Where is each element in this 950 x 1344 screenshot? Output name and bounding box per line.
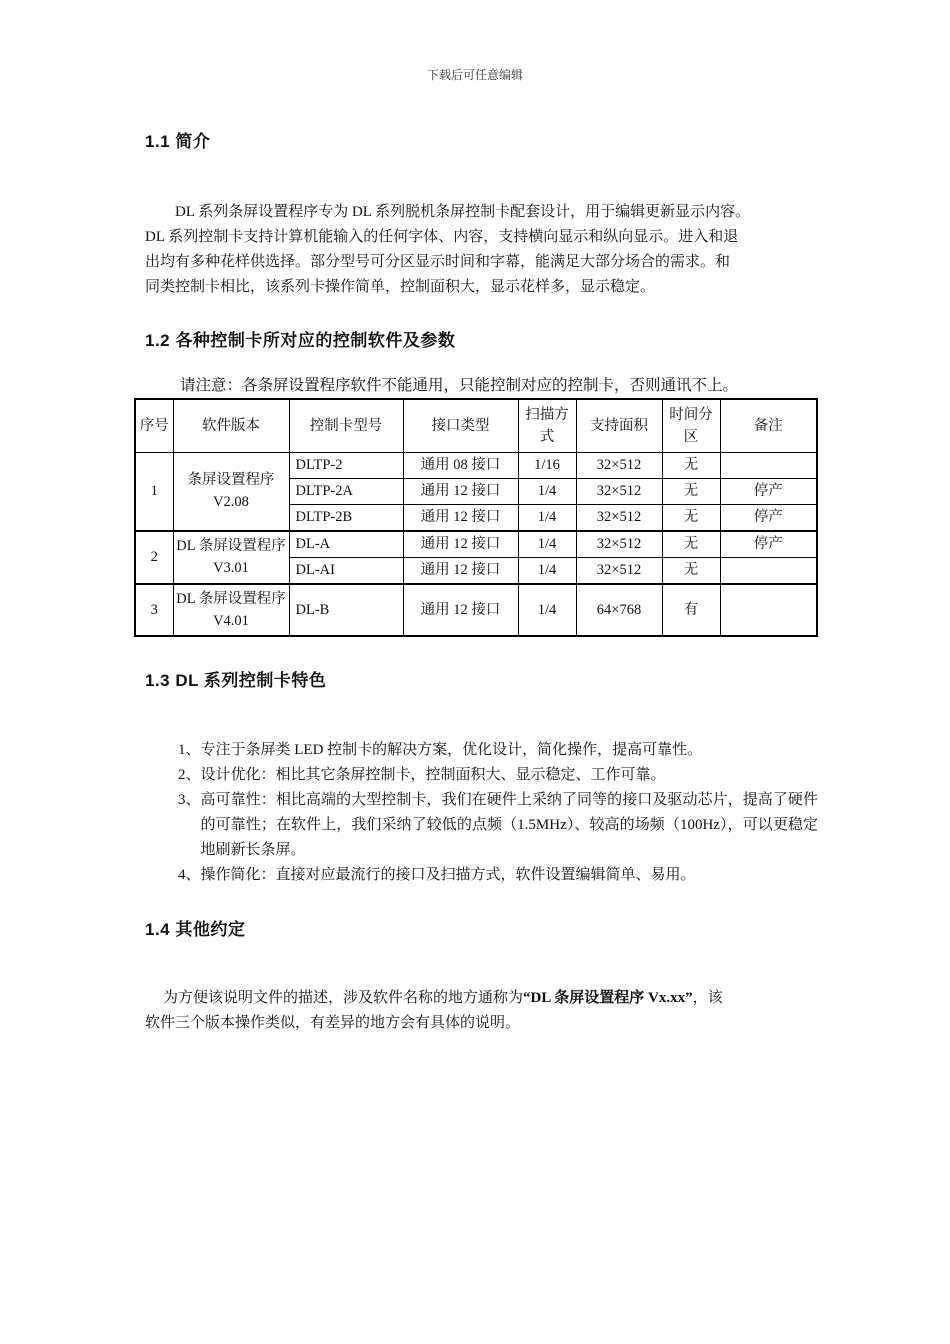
area-cell: 32×512 <box>576 531 662 558</box>
item-text: 操作简化：直接对应最流行的接口及扫描方式，软件设置编辑简单、易用。 <box>200 867 696 883</box>
zone-cell: 无 <box>662 504 720 531</box>
item-text: 高可靠性：相比高端的大型控制卡，我们在硬件上采纳了同等的接口及驱动芯片，提高了硬件的可靠性；在软件上，我们采纳了较低的点频（1.5MHz）、较高的场频（100Hz），可以更稳定地刷新长条屏。 <box>200 792 818 858</box>
header-cell: 备注 <box>720 399 817 453</box>
intro-line-1: DL 系列条屏设置程序专为 DL 系列脱机条屏控制卡配套设计，用于编辑更新显示内容。 <box>175 204 751 220</box>
table-row <box>135 453 817 479</box>
conventions-text-after: ，该 <box>692 990 723 1006</box>
model-cell: DLTP-2 <box>289 453 403 479</box>
item-text: 专注于条屏类 LED 控制卡的解决方案，优化设计，简化操作，提高可靠性。 <box>200 742 703 758</box>
interface-cell: 通用 12 接口 <box>403 531 518 558</box>
item-number: 4、 <box>178 867 201 883</box>
interface-cell: 通用 12 接口 <box>403 504 518 531</box>
remark-cell: 停产 <box>720 504 817 531</box>
zone-cell: 有 <box>662 584 720 636</box>
scan-cell: 1/4 <box>518 504 576 531</box>
feature-list <box>178 738 818 888</box>
seq-cell: 1 <box>135 453 173 531</box>
software-cell: 条屏设置程序 V2.08 <box>173 453 289 531</box>
area-cell: 32×512 <box>576 557 662 584</box>
list-item <box>178 763 818 788</box>
conventions-paragraph <box>145 986 810 1036</box>
remark-cell: 停产 <box>720 478 817 504</box>
remark-cell <box>720 453 817 479</box>
area-cell: 32×512 <box>576 453 662 479</box>
model-cell: DL-B <box>289 584 403 636</box>
software-name-bold: “DL 条屏设置程序 Vx.xx” <box>523 990 693 1006</box>
section-title-conventions: 1.4 其他约定 <box>145 920 246 939</box>
scan-cell: 1/4 <box>518 584 576 636</box>
interface-cell: 通用 12 接口 <box>403 478 518 504</box>
header-cell: 控制卡型号 <box>289 399 403 453</box>
list-item <box>178 788 818 863</box>
item-number: 1、 <box>178 742 201 758</box>
zone-cell: 无 <box>662 531 720 558</box>
area-cell: 32×512 <box>576 478 662 504</box>
list-item <box>178 863 818 888</box>
conventions-line-1 <box>145 986 810 1011</box>
compatibility-note: 请注意：各条屏设置程序软件不能通用，只能控制对应的控制卡，否则通讯不上。 <box>180 377 739 394</box>
intro-line-4: 同类控制卡相比，该系列卡操作简单，控制面积大，显示花样多，显示稳定。 <box>145 279 656 295</box>
header-cell: 支持面积 <box>576 399 662 453</box>
remark-cell <box>720 584 817 636</box>
page-header: 下载后可任意编辑 <box>426 68 523 82</box>
table-row <box>135 584 817 636</box>
header-cell: 时间分区 <box>662 399 720 453</box>
table-row <box>135 531 817 558</box>
item-number: 3、 <box>178 792 201 808</box>
table-header-row <box>135 399 817 453</box>
item-number: 2、 <box>178 767 201 783</box>
conventions-text-before: 为方便该说明文件的描述，涉及软件名称的地方通称为 <box>163 990 524 1006</box>
intro-line-2: DL 系列控制卡支持计算机能输入的任何字体、内容，支持横向显示和纵向显示。进入和退 <box>145 229 739 245</box>
remark-cell: 停产 <box>720 531 817 558</box>
seq-cell: 2 <box>135 531 173 584</box>
section-title-intro: 1.1 简介 <box>145 132 211 151</box>
section-title-features: 1.3 DL 系列控制卡特色 <box>145 671 327 690</box>
intro-paragraph <box>145 200 810 300</box>
zone-cell: 无 <box>662 453 720 479</box>
intro-line-3: 出均有多种花样供选择。部分型号可分区显示时间和字幕，能满足大部分场合的需求。和 <box>145 254 731 270</box>
header-cell: 接口类型 <box>403 399 518 453</box>
area-cell: 32×512 <box>576 504 662 531</box>
model-cell: DLTP-2A <box>289 478 403 504</box>
model-cell: DLTP-2B <box>289 504 403 531</box>
interface-cell: 通用 12 接口 <box>403 584 518 636</box>
area-cell: 64×768 <box>576 584 662 636</box>
header-cell: 软件版本 <box>173 399 289 453</box>
header-cell: 序号 <box>135 399 173 453</box>
scan-cell: 1/16 <box>518 453 576 479</box>
conventions-line-2: 软件三个版本操作类似，有差异的地方会有具体的说明。 <box>145 1015 521 1031</box>
item-text: 设计优化：相比其它条屏控制卡，控制面积大、显示稳定、工作可靠。 <box>200 767 666 783</box>
scan-cell: 1/4 <box>518 557 576 584</box>
zone-cell: 无 <box>662 478 720 504</box>
header-cell: 扫描方式 <box>518 399 576 453</box>
section-title-software: 1.2 各种控制卡所对应的控制软件及参数 <box>145 331 456 350</box>
software-cell: DL 条屏设置程序 V4.01 <box>173 584 289 636</box>
interface-cell: 通用 12 接口 <box>403 557 518 584</box>
spec-table <box>134 398 818 637</box>
seq-cell: 3 <box>135 584 173 636</box>
scan-cell: 1/4 <box>518 531 576 558</box>
zone-cell: 无 <box>662 557 720 584</box>
model-cell: DL-AI <box>289 557 403 584</box>
scan-cell: 1/4 <box>518 478 576 504</box>
list-item <box>178 738 818 763</box>
interface-cell: 通用 08 接口 <box>403 453 518 479</box>
model-cell: DL-A <box>289 531 403 558</box>
remark-cell <box>720 557 817 584</box>
software-cell: DL 条屏设置程序 V3.01 <box>173 531 289 584</box>
